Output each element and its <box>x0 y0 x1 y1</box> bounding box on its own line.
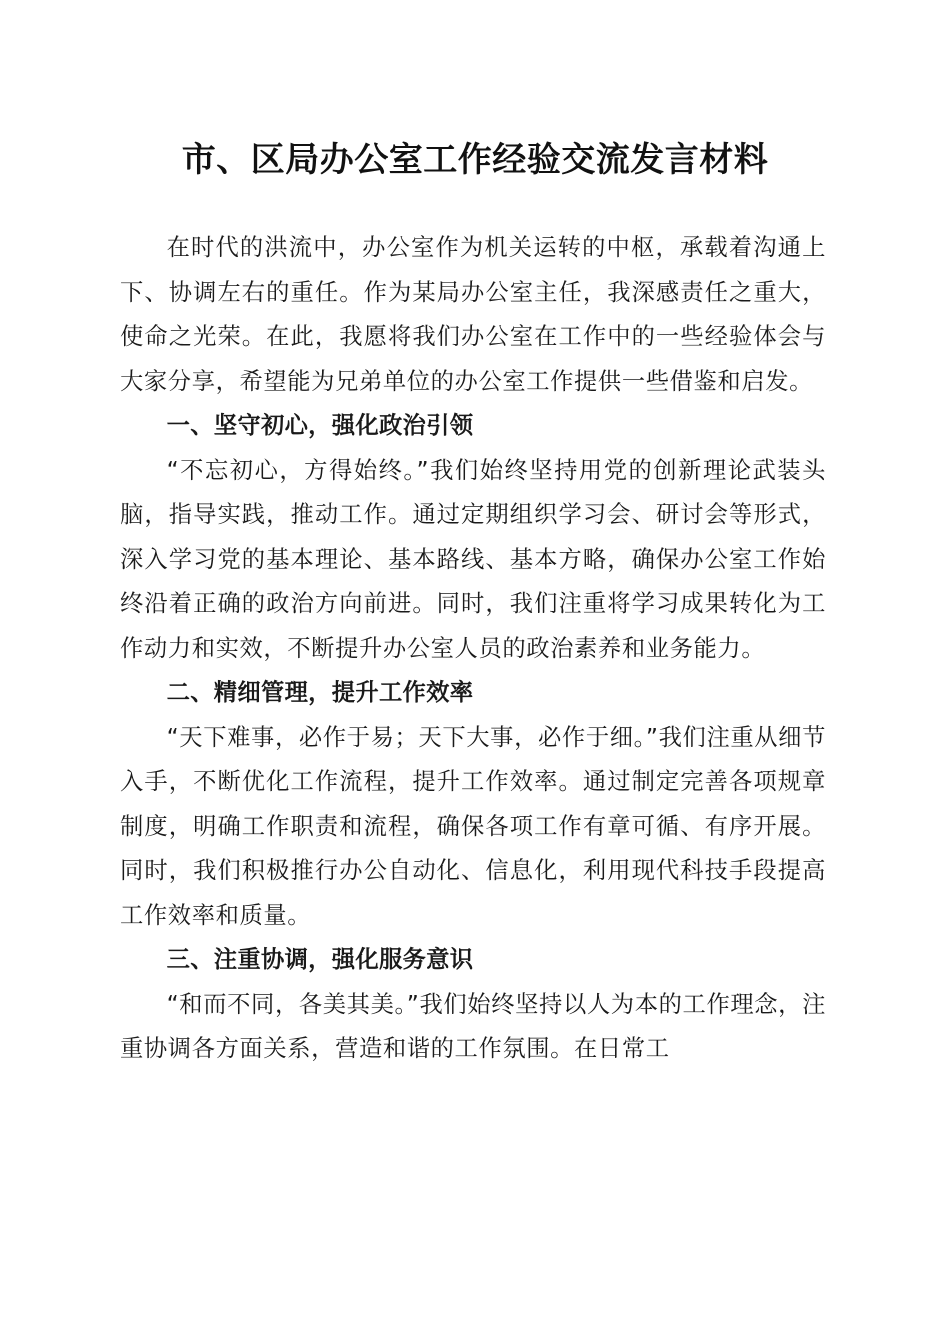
section-2-heading: 二、精细管理，提升工作效率 <box>166 679 474 706</box>
section-3-paragraph: “和而不同，各美其美。”我们始终坚持以人为本的工作理念，注重协调各方面关系，营造和谐的工作氛围。在日常工 <box>120 990 826 1062</box>
section-1-heading: 一、坚守初心，强化政治引领 <box>166 412 474 439</box>
intro-paragraph: 在时代的洪流中，办公室作为机关运转的中枢，承载着沟通上下、协调左右的重任。作为某局办公室主任，我深感责任之重大，使命之光荣。在此，我愿将我们办公室在工作中的一些经验体会与大家分享，希望能为兄弟单位的办公室工作提供一些借鉴和启发。 <box>120 234 826 395</box>
section-1-paragraph: “不忘初心，方得始终。”我们始终坚持用党的创新理论武装头脑，指导实践，推动工作。通过定期组织学习会、研讨会等形式，深入学习党的基本理论、基本路线、基本方略，确保办公室工作始终沿着正确的政治方向前进。同时，我们注重将学习成果转化为工作动力和实效，不断提升办公室人员的政治素养和业务能力。 <box>120 456 826 662</box>
section-2-paragraph: “天下难事，必作于易；天下大事，必作于细。”我们注重从细节入手，不断优化工作流程，提升工作效率。通过制定完善各项规章制度，明确工作职责和流程，确保各项工作有章可循、有序开展。同时，我们积极推行办公自动化、信息化，利用现代科技手段提高工作效率和质量。 <box>120 723 826 929</box>
document-title: 市、区局办公室工作经验交流发言材料 <box>181 140 769 180</box>
section-3-heading: 三、注重协调，强化服务意识 <box>166 946 474 973</box>
document-body <box>120 226 826 1072</box>
